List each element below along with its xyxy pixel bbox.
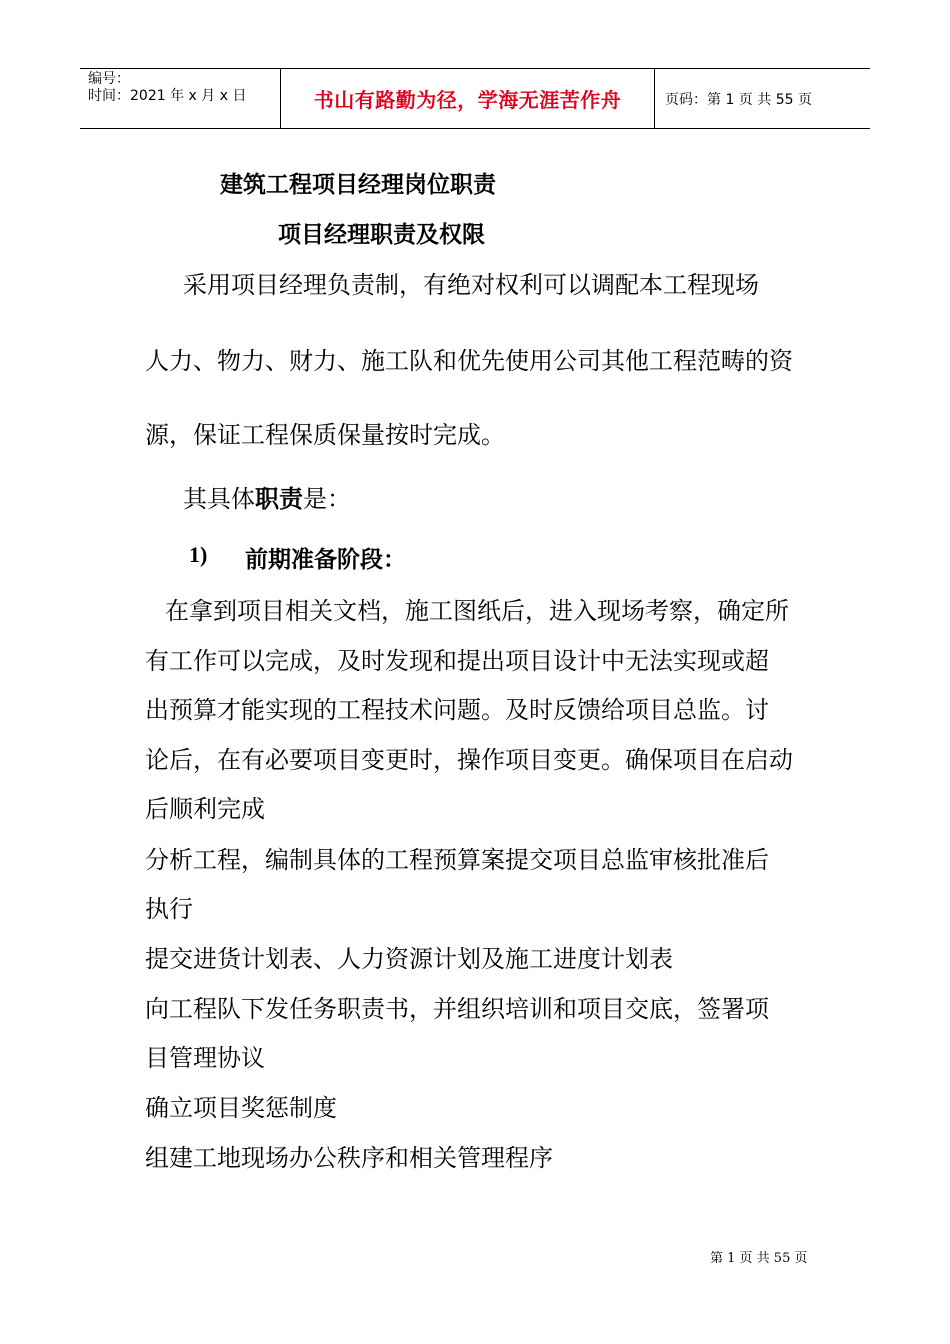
header-motto: 书山有路勤为径，学海无涯苦作舟 [281, 69, 655, 128]
paragraph-2-line-2: 执行 [145, 895, 193, 923]
intro-line-1: 采用项目经理负责制，有绝对权利可以调配本工程现场 [183, 271, 759, 299]
intro-line-2: 人力、物力、财力、施工队和优先使用公司其他工程范畴的资 [145, 347, 793, 375]
section-1-title: 前期准备阶段： [245, 547, 406, 573]
document-time-label: 时间：2021 年 x 月 x 日 [88, 88, 247, 104]
duties-heading [183, 479, 351, 514]
duties-bold: 职责 [255, 484, 303, 513]
paragraph-1-line-2: 有工作可以完成，及时发现和提出项目设计中无法实现或超 [145, 647, 769, 675]
paragraph-4-line-2: 目管理协议 [145, 1044, 265, 1072]
duties-prefix: 其具体 [183, 485, 255, 513]
document-header [80, 68, 870, 129]
paragraph-4-line-1: 向工程队下发任务职责书，并组织培训和项目交底，签署项 [145, 995, 769, 1023]
paragraph-1-line-3: 出预算才能实现的工程技术问题。及时反馈给项目总监。讨 [145, 696, 769, 724]
header-page-info: 页码：第 1 页 共 55 页 [665, 91, 812, 108]
paragraph-1-line-5: 后顺利完成 [145, 795, 265, 823]
paragraph-6: 组建工地现场办公秩序和相关管理程序 [145, 1144, 553, 1172]
header-meta [80, 69, 281, 128]
paragraph-3: 提交进货计划表、人力资源计划及施工进度计划表 [145, 945, 673, 973]
document-subtitle: 项目经理职责及权限 [278, 222, 485, 248]
document-number-label: 编号： [88, 71, 130, 87]
intro-line-3: 源，保证工程保质保量按时完成。 [145, 421, 505, 449]
paragraph-1-line-4: 论后，在有必要项目变更时，操作项目变更。确保项目在启动 [145, 746, 793, 774]
page-footer: 第 1 页 共 55 页 [710, 1251, 808, 1266]
section-1-number: 1) [189, 542, 208, 567]
paragraph-1-line-1: 在拿到项目相关文档，施工图纸后，进入现场考察，确定所 [165, 597, 789, 625]
document-title: 建筑工程项目经理岗位职责 [220, 172, 496, 198]
paragraph-2-line-1: 分析工程，编制具体的工程预算案提交项目总监审核批准后 [145, 846, 769, 874]
paragraph-5: 确立项目奖惩制度 [145, 1094, 337, 1122]
duties-suffix: 是： [303, 485, 351, 513]
